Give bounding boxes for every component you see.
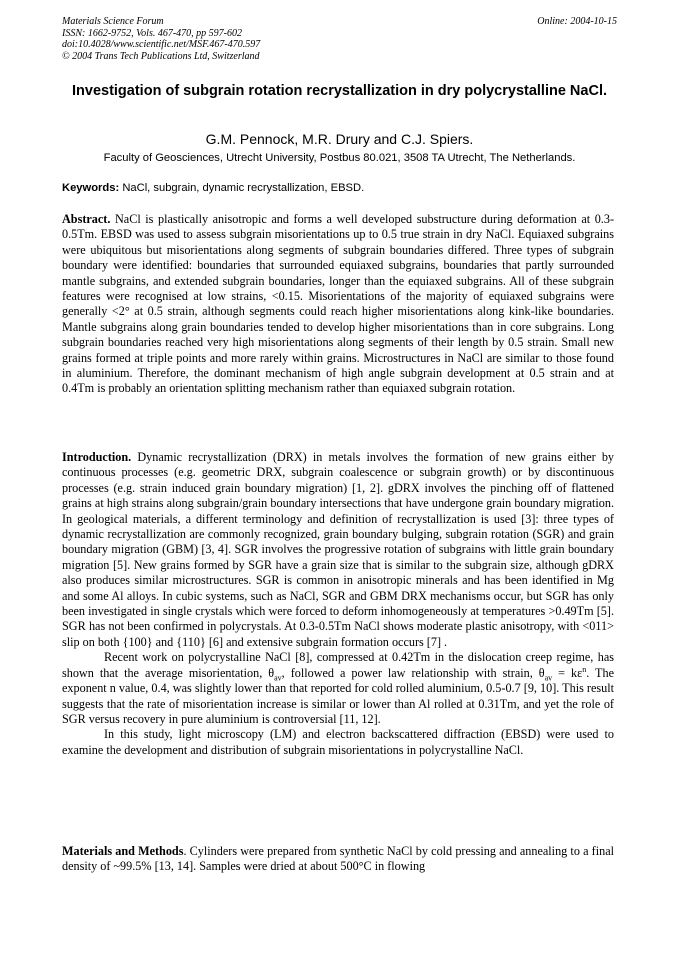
intro-text-1: Dynamic recrystallization (DRX) in metals involves the formation of new grains either by continuous processes (e.g. geometric DRX, subgrain coalescence or subgrain growth) or by discontinuous processes (e.g. strain induced grain boundary migration) [1, 2]. gDRX involves the pinching off of flattened grains at high strains along subgrain/grain boundary intersections that have undergone grain boundary migration. In geological materials, a different terminology and definition of recrystallization is used [3]: three types of dynamic recrystallization are commonly recognized, grain boundary bulging, subgrain rotation (SGR) and grain boundary migration (GBM) [3, 4]. SGR involves the progressive rotation of subgrains with little grain boundary migration [5]. New grains formed by SGR have a grain size that is similar to the subgrain size, although gDRX also produces similar microstructures. SGR is common in anisotropic minerals and has been identified in Mg and some Al alloys. In cubic systems, such as NaCl, SGR and GBM DRX mechanisms occur, but SGR has only been investigated in single crystals which were forced to deform inhomogeneously at temperatures >0.49Tm [5]. SGR has not been confirmed in polycrystals. At 0.3-0.5Tm NaCl shows moderate plastic anisotropy, with <011> slip on both {100} and {110} [6] and extensive subgrain formation occurs [7] . [62, 450, 615, 649]
intro-sup-n: n [582, 664, 587, 674]
intro-paragraph-2 [62, 650, 614, 727]
intro-text-2d: . The exponent n value, 0.4, was slightly lower than that reported for cold rolled aluminium, 0.5-0.7 [9, 10]. This result suggests that the rate of misorientation increase is similar or lower than Al rolled at 0.31Tm, and yet the role of SGR versus recovery in pure aluminium is controversial [11, 12]. [62, 665, 614, 726]
paper-title: Investigation of subgrain rotation recrystallization in dry polycrystalline NaCl. [72, 83, 607, 99]
keywords-label: Keywords: [62, 182, 120, 194]
introduction-label: Introduction. [62, 450, 132, 464]
methods-section [62, 844, 614, 875]
methods-label: Materials and Methods [62, 844, 184, 858]
intro-sub-av-2: av [544, 673, 553, 683]
intro-paragraph-1 [62, 450, 614, 650]
intro-text-2a: Recent work on polycrystalline NaCl [8], compressed at 0.42Tm in the dislocation creep regime, has shown that the average misorientation, θ [62, 650, 614, 680]
journal-issn: ISSN: 1662-9752, Vols. 467-470, pp 597-602 [62, 27, 242, 39]
abstract-text: NaCl is plastically anisotropic and forms a well developed substructure during deformation at 0.3-0.5Tm. EBSD was used to assess subgrain misorientations up to 0.5 true strain in dry NaCl. Equiaxed subgrains were ubiquitous but misorientations along segments of subgrain boundaries differed. Three types of subgrain boundary were identified: boundaries that surrounded equiaxed subgrains, boundaries that partly surrounded mantle subgrains, and extended subgrain boundaries, longer than the equiaxed subgrains. All of these subgrain features were recognised at low strains, <0.15. Misorientations of the majority of equiaxed subgrains were generally <2° at 0.5 strain, although segments could reach higher misorientations along kink-like boundaries. Mantle subgrains along grain boundaries tended to develop higher misorientations than in core subgrains. Long subgrain boundaries reached very high misorientations along segments of their length by 0.5 strain. Small new grains formed at triple points and more rarely within grains. Microstructures in NaCl are similar to those found in aluminium. Therefore, the dominant mechanism of high angle subgrain development at 0.5 strain and at 0.4Tm is probably an orientation splitting mechanism rather than equiaxed subgrain rotation. [62, 212, 614, 396]
online-date: Online: 2004-10-15 [537, 16, 617, 27]
paper-authors: G.M. Pennock, M.R. Drury and C.J. Spiers. [205, 131, 474, 147]
intro-text-2b: , followed a power law relationship with strain, θ [281, 665, 545, 680]
intro-text-2c: = kε [552, 665, 583, 680]
introduction-section [62, 450, 614, 758]
keywords-text: NaCl, subgrain, dynamic recrystallization, EBSD. [122, 182, 365, 194]
journal-header [62, 16, 617, 62]
abstract-label: Abstract. [62, 212, 111, 226]
journal-name: Materials Science Forum [62, 16, 164, 27]
methods-text: . Cylinders were prepared from synthetic NaCl by cold pressing and annealing to a final density of ~99.5% [13, 14]. Samples were dried at about 500°C in flowing [62, 844, 614, 874]
intro-sub-av-1: av [274, 673, 282, 683]
intro-paragraph-3: In this study, light microscopy (LM) and electron backscattered diffraction (EBSD) were used to examine the development and distribution of subgrain misorientations in polycrystalline NaCl. [62, 727, 614, 757]
paper-affiliation: Faculty of Geosciences, Utrecht University, Postbus 80.021, 3508 TA Utrecht, The Netherlands. [103, 152, 576, 164]
abstract-section [62, 212, 614, 397]
journal-copyright: © 2004 Trans Tech Publications Ltd, Switzerland [62, 50, 260, 62]
journal-doi: doi:10.4028/www.scientific.net/MSF.467-470.597 [62, 39, 261, 50]
keywords [62, 181, 617, 196]
